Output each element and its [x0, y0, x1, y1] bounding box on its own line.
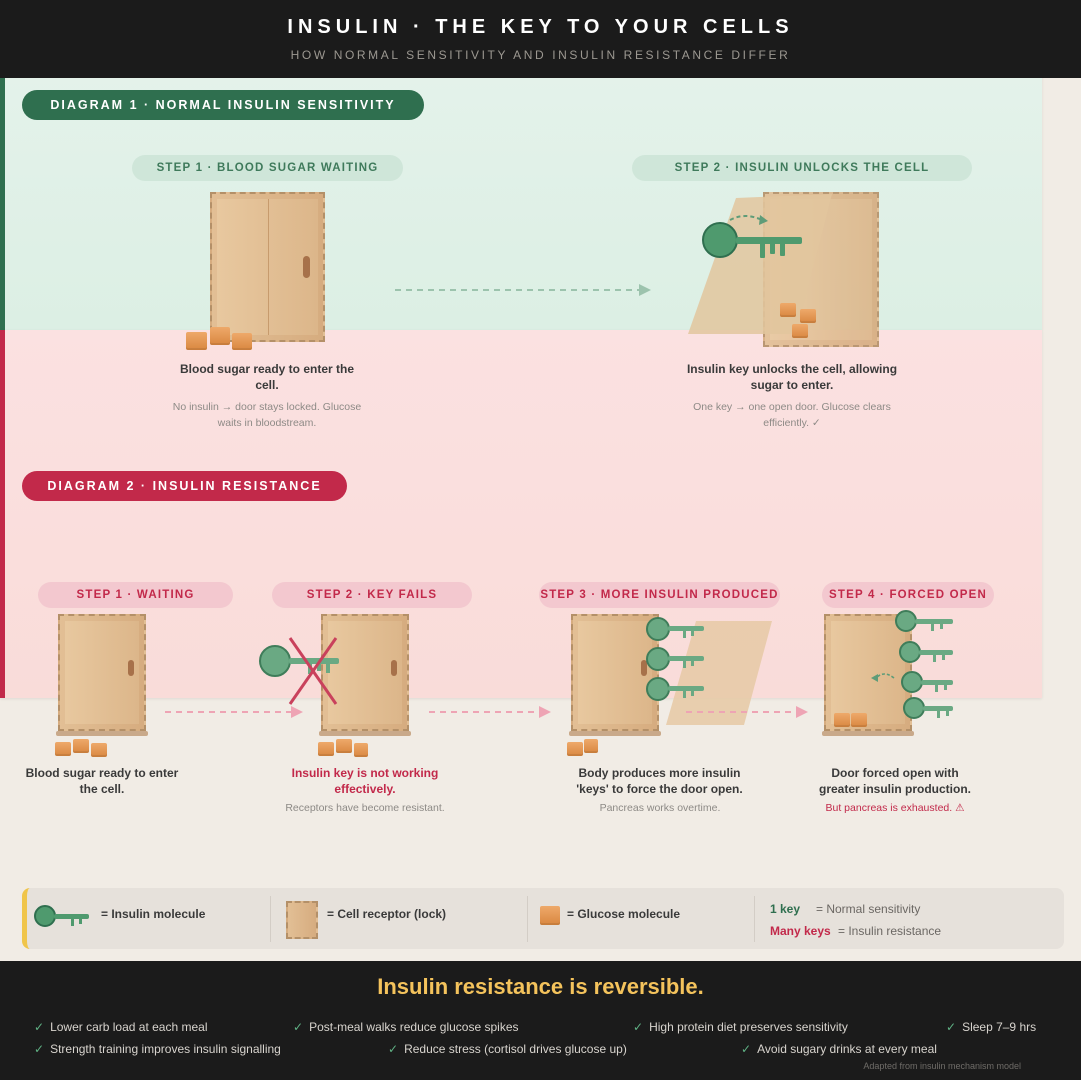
d1-step1-note: No insulin → door stays locked. Glucose waits in bloodstream.: [172, 401, 362, 429]
check-icon: ✓: [388, 1042, 399, 1056]
check-icon: ✓: [34, 1020, 45, 1034]
tip-item: ✓ Post-meal walks reduce glucose spikes: [293, 1020, 519, 1034]
d1-step1-caption: Blood sugar ready to enter the cell.: [179, 362, 355, 392]
glucose-cube: [210, 327, 230, 345]
insulin-key-icon: [33, 903, 91, 929]
glucose-cube: [354, 743, 368, 757]
check-icon: ✓: [633, 1020, 644, 1034]
legend-one-key: 1 key: [770, 902, 801, 916]
legend-many-keys: Many keys: [770, 924, 831, 938]
d2-step4-caption: Door forced open with greater insulin production.: [818, 766, 971, 796]
glucose-cube: [336, 739, 352, 753]
door-knob: [303, 256, 310, 278]
glucose-cube: [834, 713, 850, 727]
legend-divider: [527, 896, 528, 942]
legend-many-keys-desc: = Insulin resistance: [838, 924, 942, 938]
d2-step1-caption: Blood sugar ready to enter the cell.: [25, 766, 179, 796]
flow-arrow: [427, 703, 555, 721]
page-subtitle: HOW NORMAL SENSITIVITY AND INSULIN RESISTANCE DIFFER: [290, 48, 791, 62]
glucose-cube: [318, 742, 334, 756]
d1-step2-caption: Insulin key unlocks the cell, allowing sugar to enter.: [686, 362, 898, 392]
door-sill: [56, 731, 148, 736]
glucose-cube: [73, 739, 89, 753]
insulin-key-icon: [700, 210, 810, 270]
diagram2-label: DIAGRAM 2 · INSULIN RESISTANCE: [22, 471, 347, 501]
diagram1-label: DIAGRAM 1 · NORMAL INSULIN SENSITIVITY: [22, 90, 424, 120]
cell-receptor-icon: [286, 901, 318, 939]
check-icon: ✓: [34, 1042, 45, 1056]
legend-one-key-desc: = Normal sensitivity: [816, 902, 921, 916]
glucose-cube: [584, 739, 598, 753]
d2-step3-caption: Body produces more insulin 'keys' to force the door open.: [576, 766, 743, 796]
glucose-cube: [232, 333, 252, 350]
tip-item: ✓ Avoid sugary drinks at every meal: [741, 1042, 937, 1056]
door-sill: [822, 731, 914, 736]
d2-step2-caption: Insulin key is not working effectively.: [291, 766, 439, 796]
tip-item: ✓ Reduce stress (cortisol drives glucose up): [388, 1042, 627, 1056]
glucose-cube: [792, 324, 808, 338]
d2-step2-note: Receptors have become resistant.: [285, 802, 445, 814]
cell-door: [210, 192, 325, 342]
header-bar: [0, 0, 1081, 78]
glucose-cube: [780, 303, 796, 317]
tip-item: ✓ Lower carb load at each meal: [34, 1020, 208, 1034]
footer-title: Insulin resistance is reversible.: [377, 974, 704, 999]
glucose-cube-icon: [540, 906, 560, 925]
d2-step1-label: STEP 1 · WAITING: [38, 582, 233, 608]
glucose-cube: [55, 742, 71, 756]
door-sill: [569, 731, 661, 736]
check-icon: ✓: [741, 1042, 752, 1056]
tip-item: ✓ High protein diet preserves sensitivity: [633, 1020, 848, 1034]
d1-step1-label: STEP 1 · BLOOD SUGAR WAITING: [132, 155, 403, 181]
check-icon: ✓: [293, 1020, 304, 1034]
d2-step2-label: STEP 2 · KEY FAILS: [272, 582, 472, 608]
tip-item: ✓ Sleep 7–9 hrs: [946, 1020, 1037, 1034]
glucose-cube: [91, 743, 107, 757]
door-knob: [391, 660, 397, 676]
legend-glucose: = Glucose molecule: [567, 907, 681, 921]
d1-step2-label: STEP 2 · INSULIN UNLOCKS THE CELL: [632, 155, 972, 181]
legend-divider: [754, 896, 755, 942]
d2-step4-label: STEP 4 · FORCED OPEN: [822, 582, 994, 608]
failed-key-icon: [256, 634, 346, 709]
credit-text: Adapted from insulin mechanism model: [863, 1061, 1021, 1071]
flow-arrow: [393, 280, 655, 300]
d2-step4-note: But pancreas is exhausted. ⚠: [825, 802, 965, 814]
glucose-cube: [800, 309, 816, 323]
d1-step2-note: One key → one open door. Glucose clears efficiently. ✓: [693, 401, 891, 429]
legend-insulin: = Insulin molecule: [101, 907, 206, 921]
insulin-keys-icon: [645, 616, 707, 706]
glucose-cube: [186, 332, 207, 350]
tip-item: ✓ Strength training improves insulin signalling: [34, 1042, 281, 1056]
glucose-cube: [851, 713, 867, 727]
d2-step3-label: STEP 3 · MORE INSULIN PRODUCED: [539, 582, 780, 608]
glucose-cube: [567, 742, 583, 756]
door-knob: [128, 660, 134, 676]
legend-receptor: = Cell receptor (lock): [327, 907, 447, 921]
legend-divider: [270, 896, 271, 942]
flow-arrow: [684, 703, 812, 721]
insulin-keys-icon: [893, 609, 957, 723]
cell-door: [58, 614, 146, 731]
d2-step3-note: Pancreas works overtime.: [599, 802, 721, 814]
door-sill: [319, 731, 411, 736]
page-title: INSULIN · THE KEY TO YOUR CELLS: [287, 16, 794, 38]
check-icon: ✓: [946, 1020, 957, 1034]
